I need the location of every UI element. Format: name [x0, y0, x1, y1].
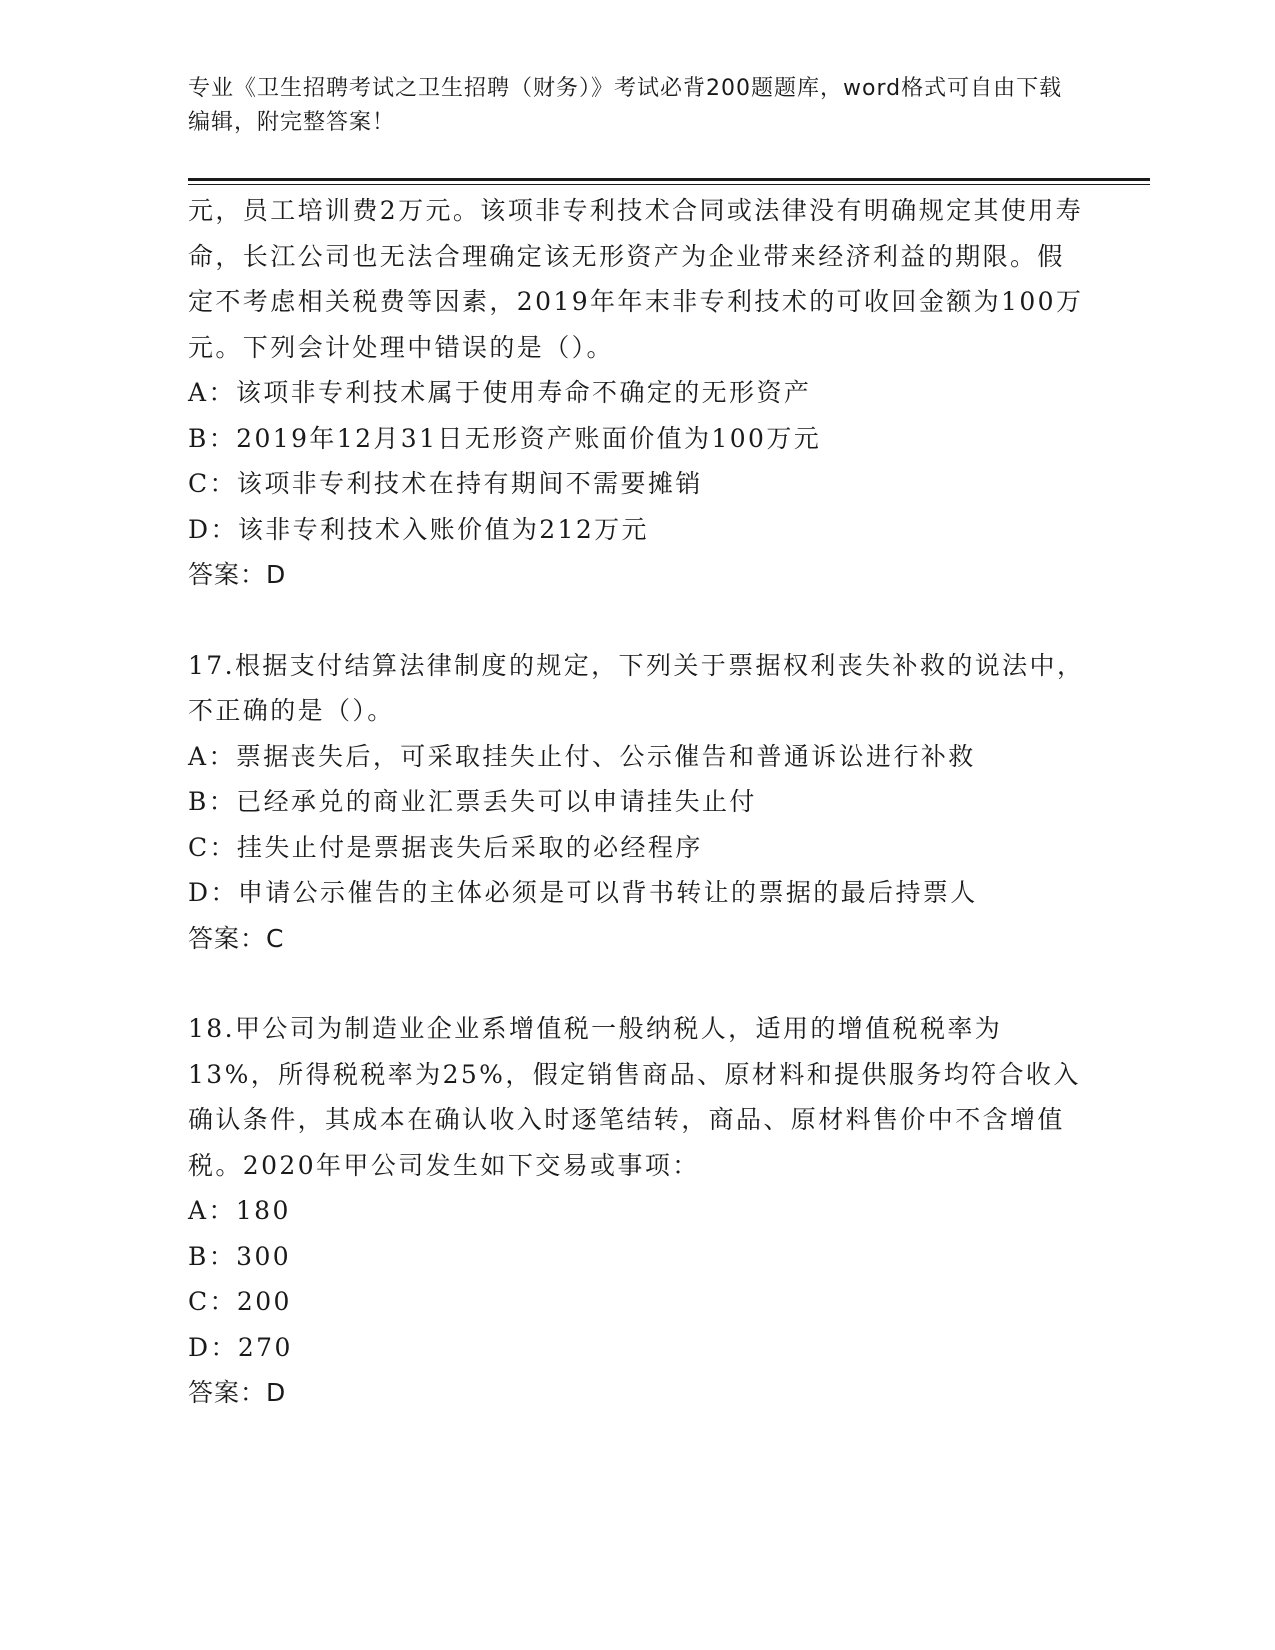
option-d: D：该非专利技术入账价值为212万元	[188, 514, 649, 544]
question-stem: 17.根据支付结算法律制度的规定，下列关于票据权利丧失补救的说法中，不正确的是（）。	[188, 650, 1085, 725]
option-d: D：申请公示催告的主体必须是可以背书转让的票据的最后持票人	[188, 878, 978, 907]
option-c: C：该项非专利技术在持有期间不需要摊销	[188, 469, 703, 498]
option-b: B：已经承兑的商业汇票丢失可以申请挂失止付	[188, 787, 757, 816]
header-rule-thick	[188, 178, 1150, 181]
option-a: A：票据丧失后，可采取挂失止付、公示催告和普通诉讼进行补救	[188, 741, 976, 771]
question-stem: 18.甲公司为制造业企业系增值税一般纳税人，适用的增值税税率为13%，所得税税率为25%，假定销售商品、原材料和提供服务均符合收入确认条件，其成本在确认收入时逐笔结转，商品、原材料售价中不含增值税。2020年甲公司发生如下交易或事项：	[188, 1014, 1081, 1180]
option-b: B：2019年12月31日无形资产账面价值为100万元	[188, 423, 822, 453]
option-a: A：该项非专利技术属于使用寿命不确定的无形资产	[188, 378, 812, 407]
option-b: B：300	[188, 1241, 292, 1271]
answer-line: 答案：D	[188, 560, 287, 589]
header-rule-thin	[188, 184, 1150, 185]
question-stem: 元，员工培训费2万元。该项非专利技术合同或法律没有明确规定其使用寿命，长江公司也无法合理确定该无形资产为企业带来经济利益的期限。假定不考虑相关税费等因素，2019年年末非专利技术的可收回金额为100万元。下列会计处理中错误的是（）。	[188, 196, 1084, 362]
question-block-18	[188, 1006, 1088, 1416]
option-a: A：180	[188, 1196, 291, 1225]
option-d: D：270	[188, 1332, 293, 1362]
question-block-continued	[188, 188, 1088, 598]
document-body	[188, 188, 1088, 1416]
answer-line: 答案：D	[188, 1378, 287, 1407]
question-spacer	[188, 961, 1088, 1006]
document-header: 专业《卫生招聘考试之卫生招聘（财务）》考试必背200题题库，word格式可自由下载编辑，附完整答案！	[188, 76, 1063, 135]
option-c: C：200	[188, 1287, 292, 1316]
option-c: C：挂失止付是票据丧失后采取的必经程序	[188, 832, 703, 862]
question-spacer	[188, 598, 1088, 643]
answer-line: 答案：C	[188, 923, 285, 953]
question-block-17	[188, 643, 1088, 962]
